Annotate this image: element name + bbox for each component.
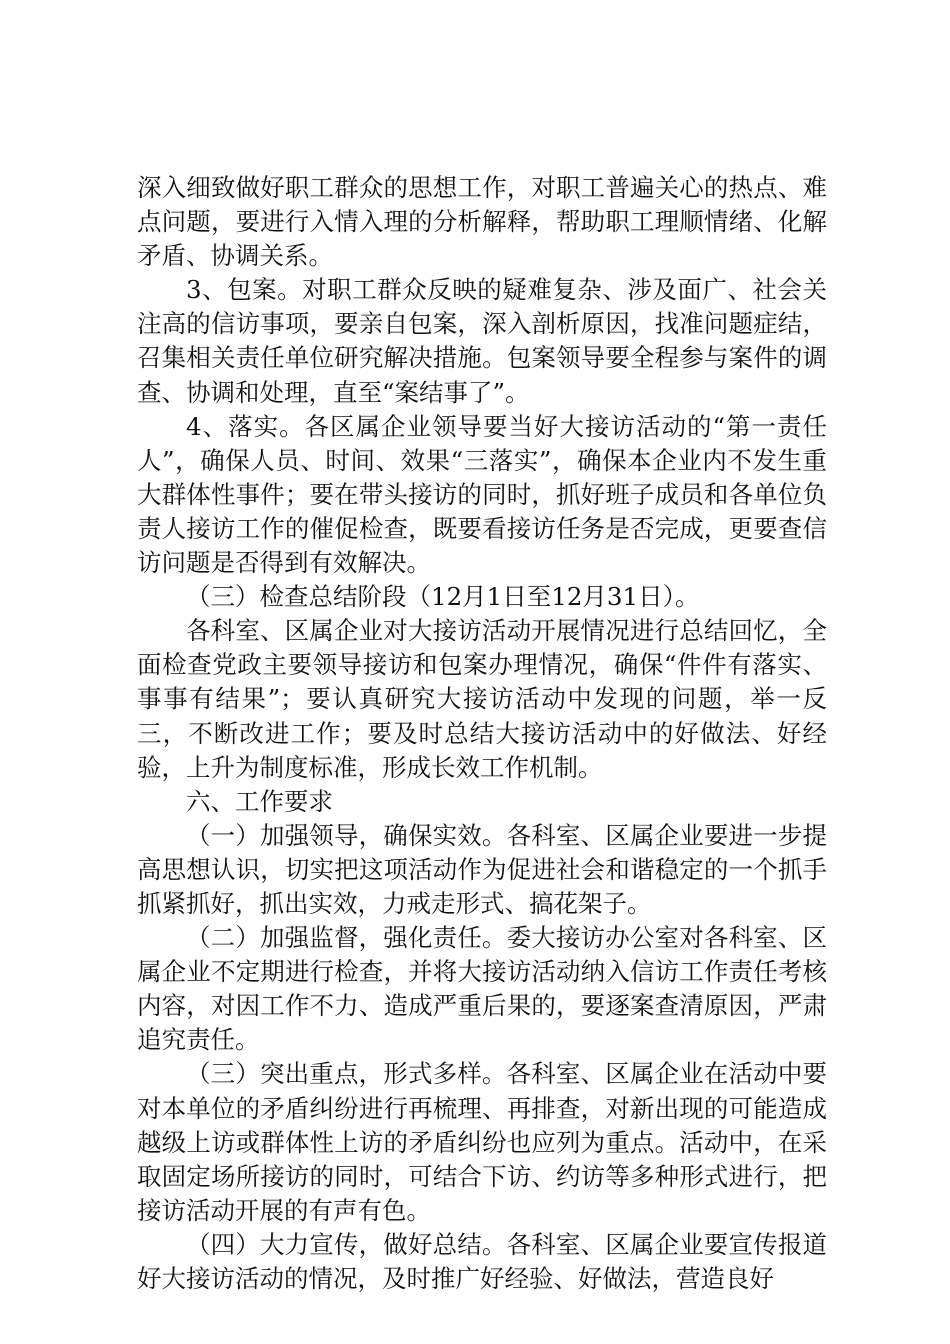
- paragraph-9: （三）突出重点，形式多样。各科室、区属企业在活动中要对本单位的矛盾纠纷进行再梳理、再排查，对新出现的可能造成越级上访或群体性上访的矛盾纠纷也应列为重点。活动中，在采取固定场所接访的同时，可结合下访、约访等多种形式进行，把接访活动开展的有声有色。: [137, 1059, 827, 1225]
- paragraph-10: （四）大力宣传，做好总结。各科室、区属企业要宣传报道好大接访活动的情况，及时推广好经验、好做法，营造良好: [137, 1229, 827, 1293]
- paragraph-5: 各科室、区属企业对大接访活动开展情况进行总结回忆，全面检查党政主要领导接访和包案办理情况，确保“件件有落实、事事有结果”；要认真研究大接访活动中发现的问题，举一反三，不断改进工作；要及时总结大接访活动中的好做法、好经验，上升为制度标准，形成长效工作机制。: [137, 616, 827, 782]
- paragraph-3: 4、落实。各区属企业领导要当好大接访活动的“第一责任人”，确保人员、时间、效果“三落实”，确保本企业内不发生重大群体性事件；要在带头接访的同时，抓好班子成员和各单位负责人接访工作的催促检查，既要看接访任务是否完成，更要查信访问题是否得到有效解决。: [137, 411, 827, 578]
- paragraph-1: 深入细致做好职工群众的思想工作，对职工普遍关心的热点、难点问题，要进行入情入理的分析解释，帮助职工理顺情绪、化解矛盾、协调关系。: [137, 173, 827, 271]
- section-heading-check-summary: （三）检查总结阶段（12月1日至12月31日）。: [186, 582, 700, 612]
- section-heading-work-requirements: 六、工作要求: [186, 786, 333, 816]
- document-body: [137, 171, 827, 1296]
- paragraph-2: 3、包案。对职工群众反映的疑难复杂、涉及面广、社会关注高的信访事项，要亲自包案，深入剖析原因，找准问题症结，召集相关责任单位研究解决措施。包案领导要全程参与案件的调查、协调和处理，直至“案结事了”。: [137, 275, 827, 407]
- paragraph-8: （二）加强监督，强化责任。委大接访办公室对各科室、区属企业不定期进行检查，并将大接访活动纳入信访工作责任考核内容，对因工作不力、造成严重后果的，要逐案查清原因，严肃追究责任。: [137, 923, 827, 1055]
- paragraph-7: （一）加强领导，确保实效。各科室、区属企业要进一步提高思想认识，切实把这项活动作为促进社会和谐稳定的一个抓手抓紧抓好，抓出实效，力戒走形式、搞花架子。: [137, 820, 827, 918]
